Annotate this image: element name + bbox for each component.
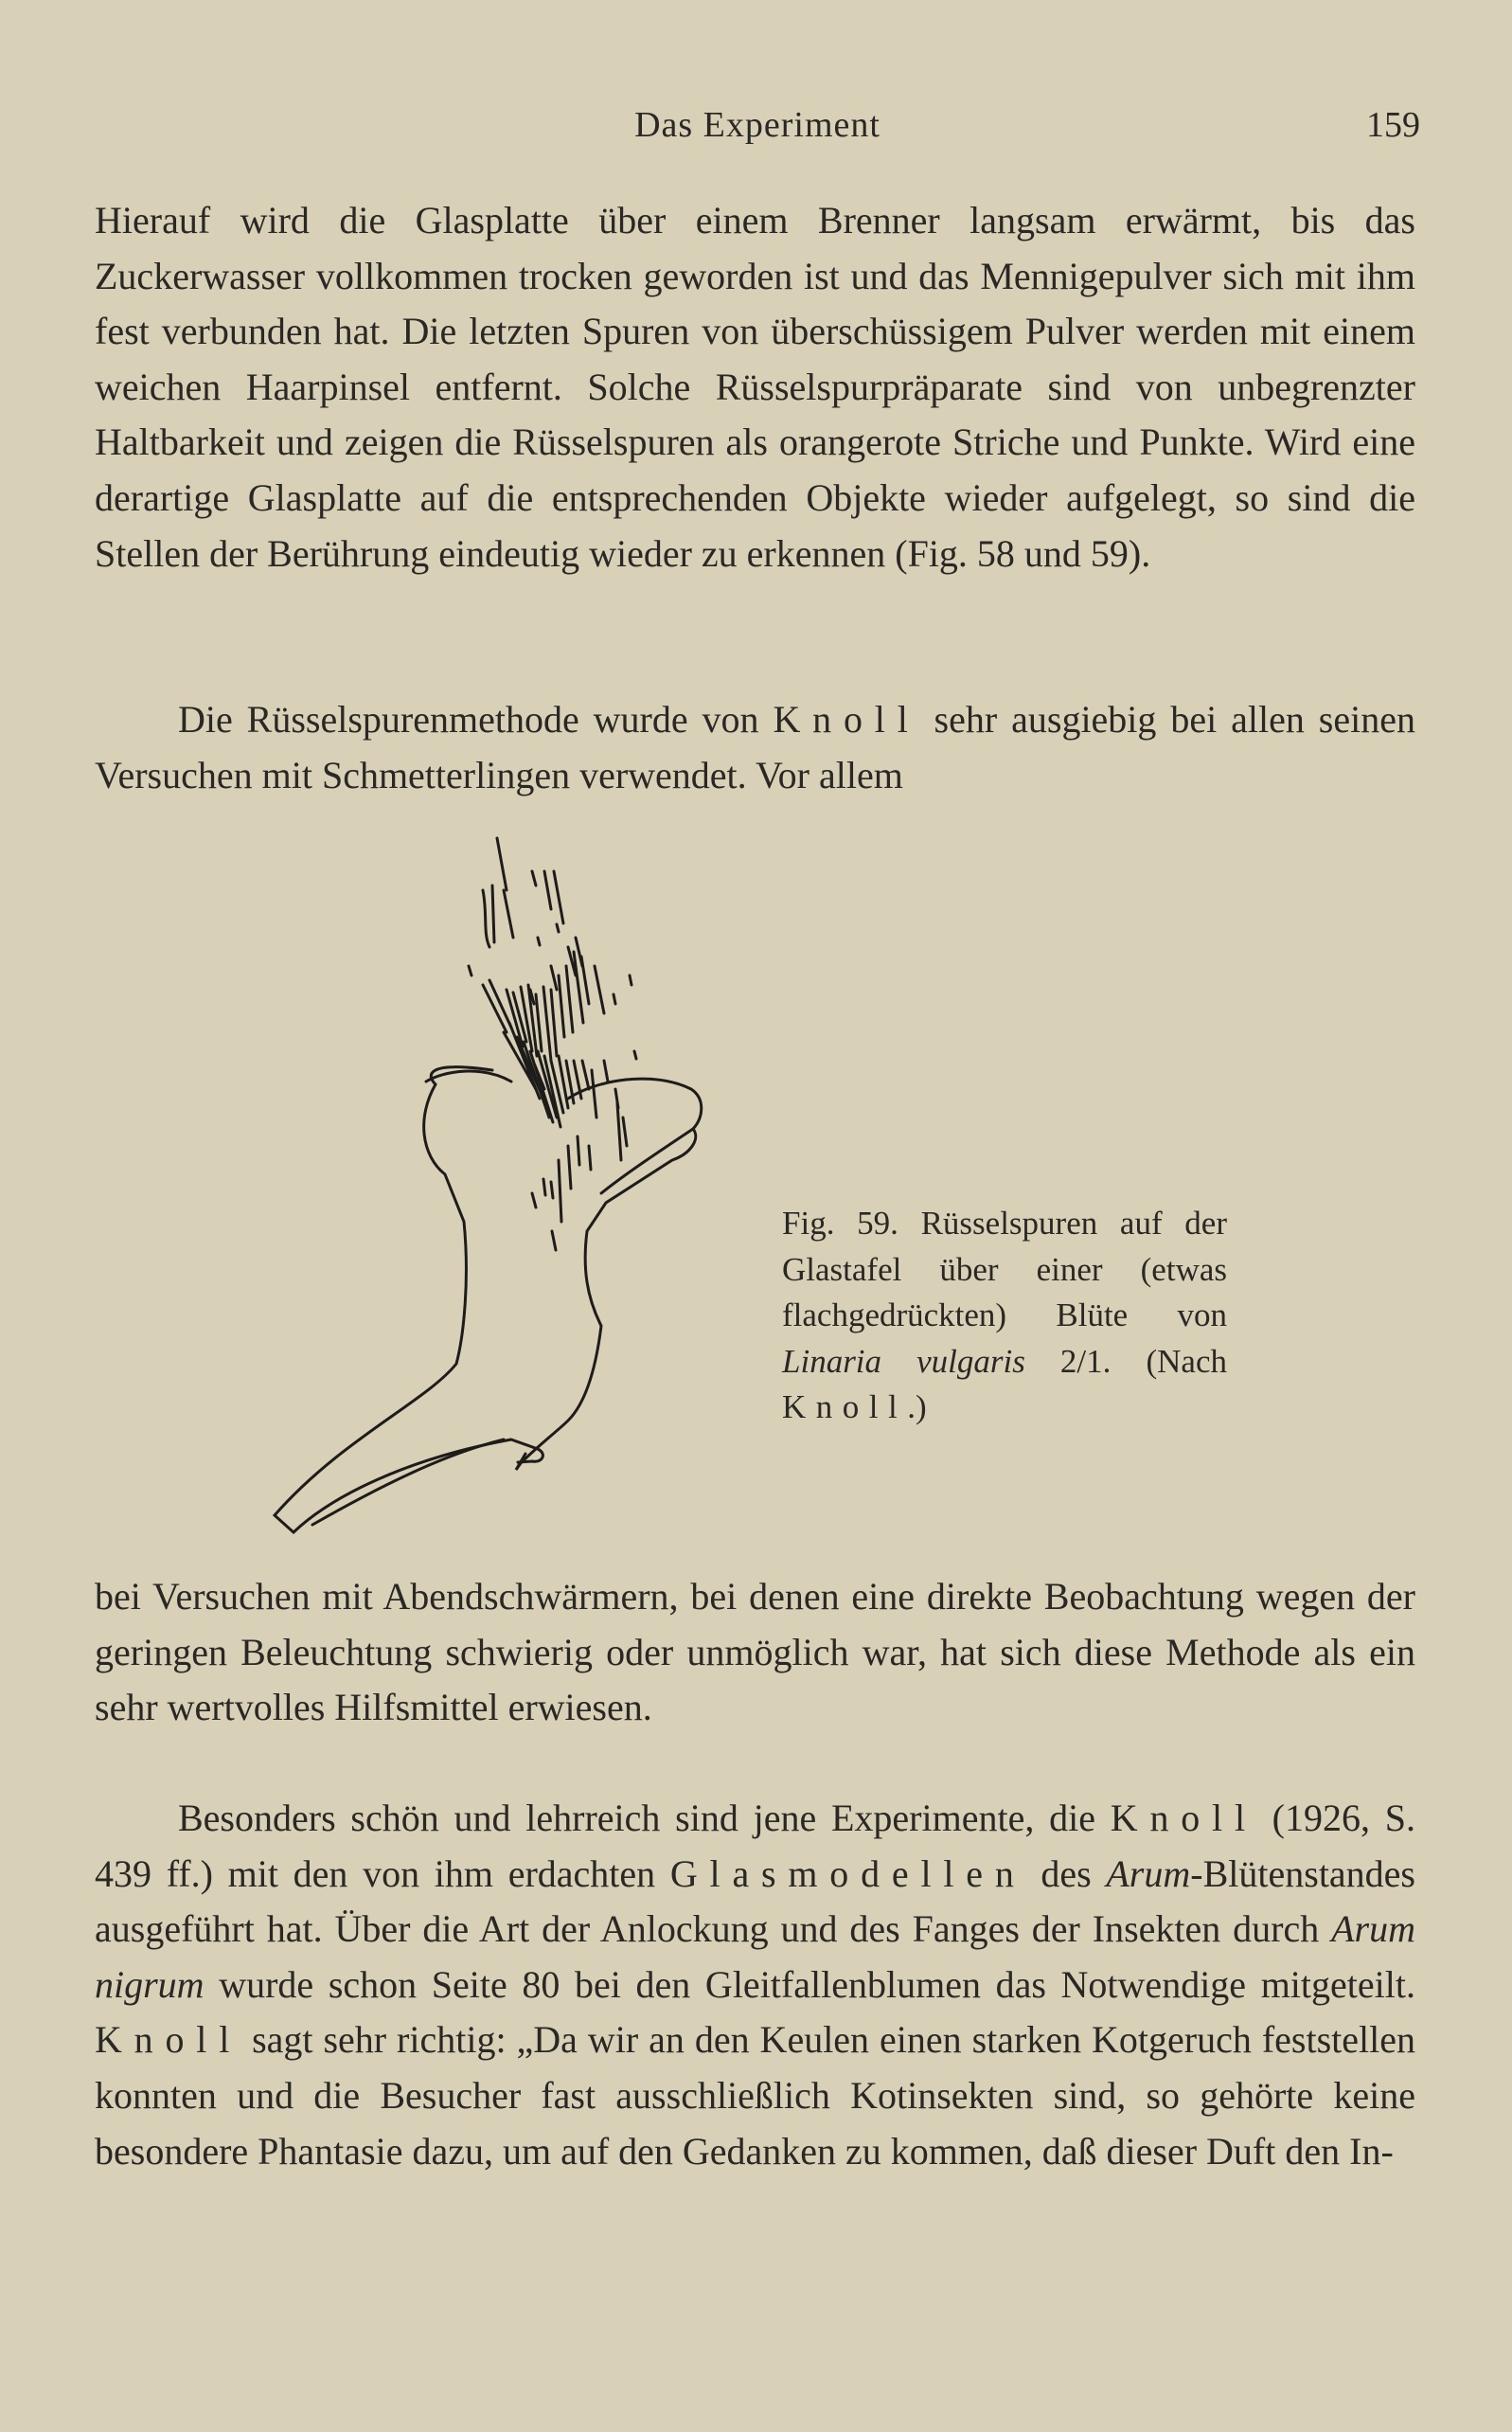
figure-caption-author: Knoll bbox=[782, 1388, 908, 1425]
paragraph-2-text-a: Die Rüsselspurenmethode wurde von bbox=[178, 698, 774, 741]
species-arum-nigrum: Arum nigrum bbox=[95, 1907, 1415, 2006]
paragraph-3: bei Versuchen mit Abendschwärmern, bei denen eine direkte Beobachtung wegen der geringen Beleuchtung schwierig oder unmöglich war, hat sich diese Methode als ein sehr wertvolles Hilfsmittel erwiesen. bbox=[95, 1575, 1415, 1729]
paragraph-4 bbox=[95, 1791, 1415, 2179]
running-title: Das Experiment bbox=[634, 105, 881, 145]
genus-arum: Arum bbox=[1106, 1851, 1191, 1895]
author-name-knoll-2: Knoll bbox=[1110, 1797, 1257, 1839]
paragraph-4-text-5: wurde schon Seite 80 bei den Gleitfallenblumen das Notwendige mitgeteilt. bbox=[204, 1962, 1415, 2006]
figure-59-caption bbox=[782, 1201, 1227, 1431]
paragraph-4-text-4: -Blütenstandes ausgeführt hat. Über die Art der Anlockung und des Fanges der Insekten durch bbox=[95, 1851, 1415, 1951]
page-number: 159 bbox=[1366, 105, 1420, 145]
author-name-knoll: Knoll bbox=[773, 698, 920, 741]
figure-caption-species: Linaria vulgaris bbox=[782, 1342, 1025, 1380]
paragraph-4-text-3: des bbox=[1025, 1851, 1107, 1895]
author-name-knoll-3: Knoll bbox=[95, 2018, 242, 2062]
term-glasmodellen: Glasmodellen bbox=[669, 1851, 1026, 1895]
flower-proboscis-trace-drawing bbox=[256, 833, 786, 1544]
paragraph-4-text-2: (1926, S. 439 ff.) mit den von ihm erdachten bbox=[95, 1797, 1415, 1895]
paragraph-2 bbox=[95, 692, 1415, 803]
figure-caption-text-a: Fig. 59. Rüsselspuren auf der Glastafel über einer (etwas flachgedrückten) Blüte von bbox=[782, 1205, 1227, 1333]
figure-caption-text-b: 2/1. (Nach bbox=[1024, 1342, 1227, 1380]
figure-59-drawing bbox=[256, 833, 786, 1544]
paragraph-4-text-6: sagt sehr richtig: „Da wir an den Keulen einen starken Kotgeruch feststellen konnten und die Besucher fast ausschließlich Kotinsekten sind, so gehörte keine besondere Phantasie dazu, um auf den Gedanken zu kommen, daß dieser Duft den In- bbox=[95, 2018, 1415, 2173]
page-header bbox=[95, 104, 1420, 152]
paragraph-1: Hierauf wird die Glasplatte über einem Brenner langsam erwärmt, bis das Zuckerwasser vollkommen trocken geworden ist und das Mennigepulver sich mit ihm fest verbunden hat. Die letzten Spuren von überschüssigem Pulver werden mit einem weichen Haarpinsel entfernt. Solche Rüsselspurpräparate sind von unbegrenzter Haltbarkeit und zeigen die Rüsselspuren als orangerote Striche und Punkte. Wird eine derartige Glasplatte auf die entsprechenden Objekte wieder aufgelegt, so sind die Stellen der Berührung eindeutig wieder zu erkennen (Fig. 58 und 59). bbox=[95, 199, 1415, 575]
paragraph-4-text-1: Besonders schön und lehrreich sind jene Experimente, die bbox=[178, 1797, 1111, 1839]
figure-caption-text-c: .) bbox=[907, 1388, 927, 1425]
paragraph-2-text-b: sehr ausgiebig bei allen seinen Versuchen mit Schmetterlingen verwendet. Vor allem bbox=[95, 698, 1415, 796]
